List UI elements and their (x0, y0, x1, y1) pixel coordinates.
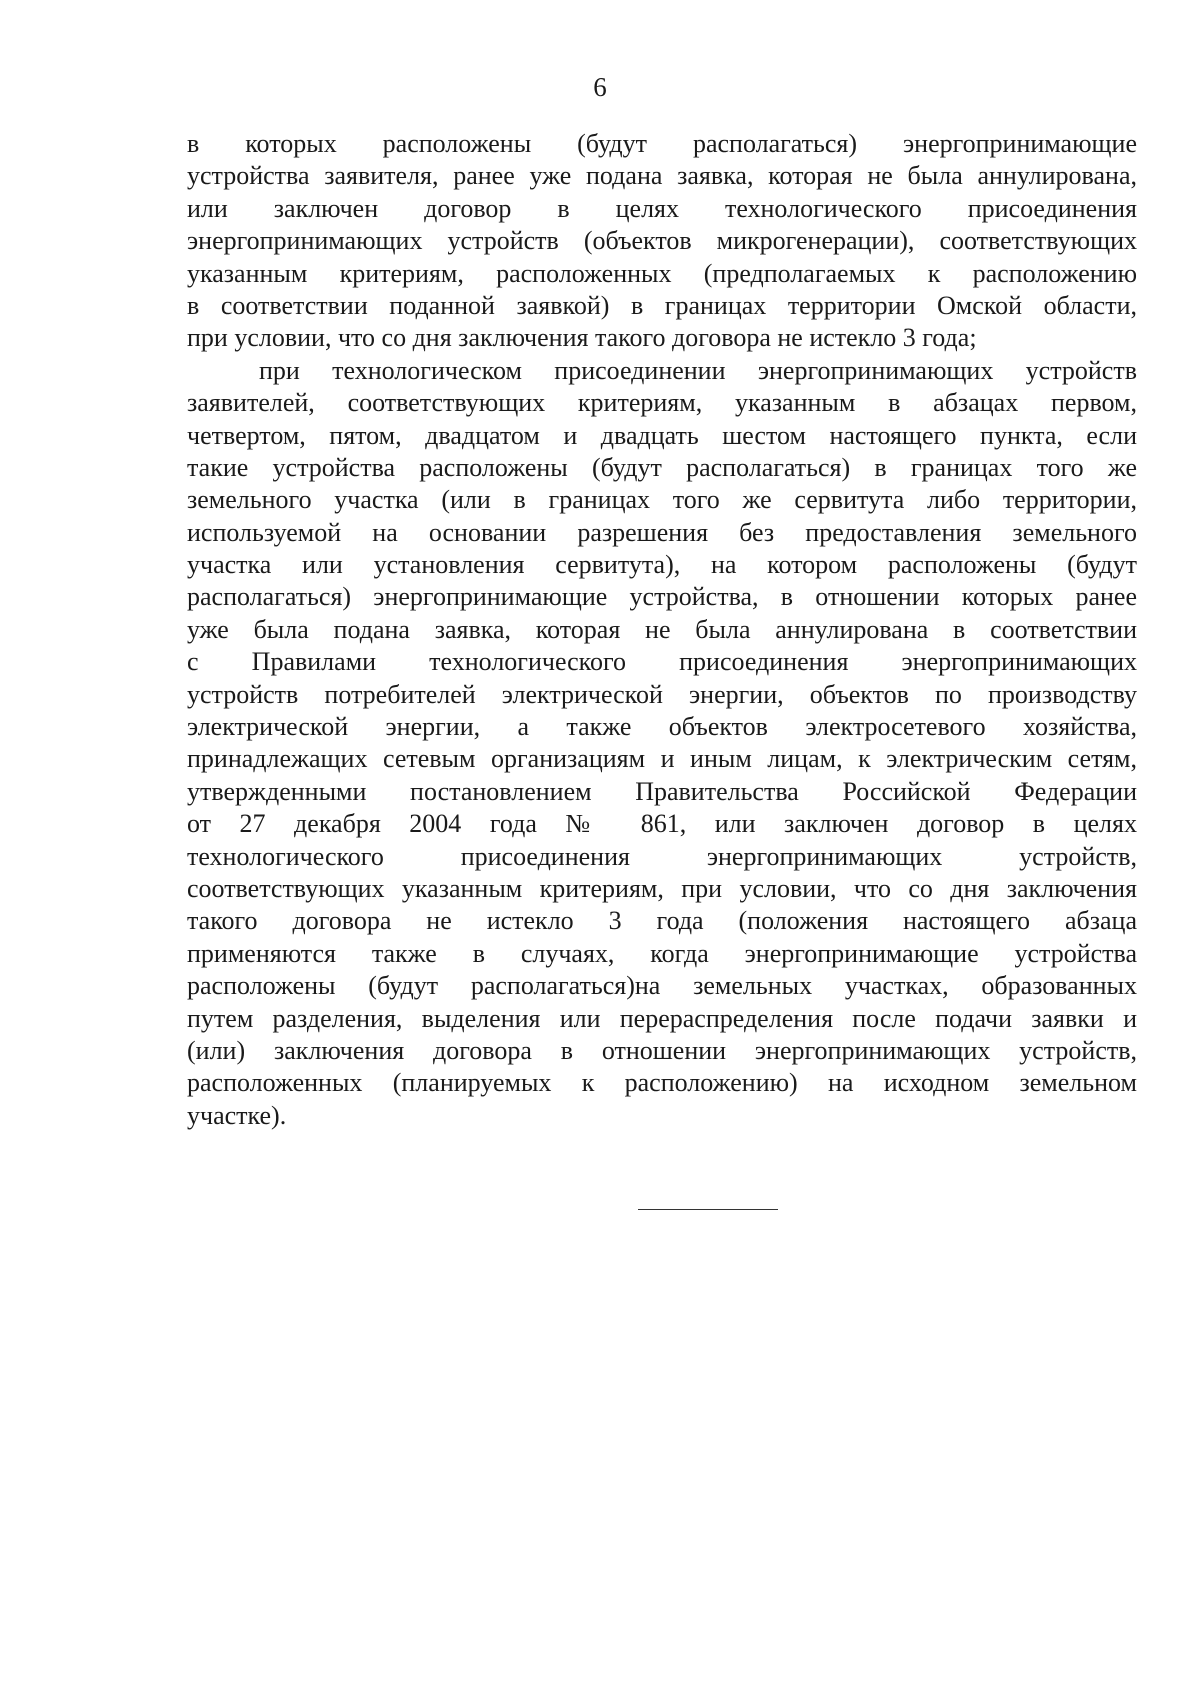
paragraph-technological-connection (187, 355, 1137, 1132)
text-line: (или) заключения договора в отношении энергопринимающих устройств, (187, 1035, 1137, 1065)
text-line: при условии, что со дня заключения такого договора не истекло 3 года; (187, 323, 977, 353)
text-line: используемой на основании разрешения без предоставления земельного (187, 517, 1137, 547)
text-line: энергопринимающих устройств (объектов микрогенерации), соответствующих (187, 226, 1137, 256)
text-line: утвержденными постановлением Правительства Российской Федерации (187, 776, 1137, 806)
text-line: расположенных (планируемых к расположению) на исходном земельном (187, 1068, 1137, 1098)
end-of-document-rule (638, 1209, 778, 1210)
document-body (187, 128, 1137, 1132)
paragraph-continuation (187, 128, 1137, 355)
text-line: путем разделения, выделения или перераспределения после подачи заявки и (187, 1003, 1137, 1033)
text-line: в которых расположены (будут располагаться) энергопринимающие (187, 129, 1137, 158)
text-line: заявителей, соответствующих критериям, указанным в абзацах первом, (187, 388, 1137, 418)
text-line: устройства заявителя, ранее уже подана заявка, которая не была аннулирована, (187, 161, 1137, 191)
text-line: с Правилами технологического присоединения энергопринимающих (187, 647, 1137, 677)
text-line: или заключен договор в целях технологического присоединения (187, 193, 1137, 223)
page-number: 6 (593, 72, 607, 102)
text-line: такие устройства расположены (будут располагаться) в границах того же (187, 452, 1137, 482)
text-line: расположены (будут располагаться)на земельных участках, образованных (187, 971, 1137, 1001)
text-line: располагаться) энергопринимающие устройства, в отношении которых ранее (187, 582, 1137, 612)
text-line: при технологическом присоединении энергопринимающих устройств (259, 355, 1137, 385)
text-line: земельного участка (или в границах того же сервитута либо территории, (187, 485, 1137, 515)
text-line: технологического присоединения энергопринимающих устройств, (187, 841, 1137, 871)
text-line: участке). (187, 1100, 287, 1130)
text-line: указанным критериям, расположенных (предполагаемых к расположению (187, 258, 1137, 288)
text-line: участка или установления сервитута), на котором расположены (будут (187, 550, 1137, 580)
text-line: соответствующих указанным критериям, при условии, что со дня заключения (187, 873, 1137, 903)
text-line: принадлежащих сетевым организациям и иным лицам, к электрическим сетям, (187, 744, 1137, 774)
text-line: уже была подана заявка, которая не была аннулирована в соответствии (187, 614, 1137, 644)
text-line: четвертом, пятом, двадцатом и двадцать шестом настоящего пункта, если (187, 420, 1137, 450)
text-line: такого договора не истекло 3 года (положения настоящего абзаца (187, 906, 1137, 936)
text-line: от 27 декабря 2004 года № 861, или заключен договор в целях (187, 809, 1137, 839)
text-line: электрической энергии, а также объектов электросетевого хозяйства, (187, 712, 1137, 742)
text-line: в соответствии поданной заявкой) в границах территории Омской области, (187, 290, 1137, 320)
text-line: применяются также в случаях, когда энергопринимающие устройства (187, 938, 1137, 968)
text-line: устройств потребителей электрической энергии, объектов по производству (187, 679, 1137, 709)
